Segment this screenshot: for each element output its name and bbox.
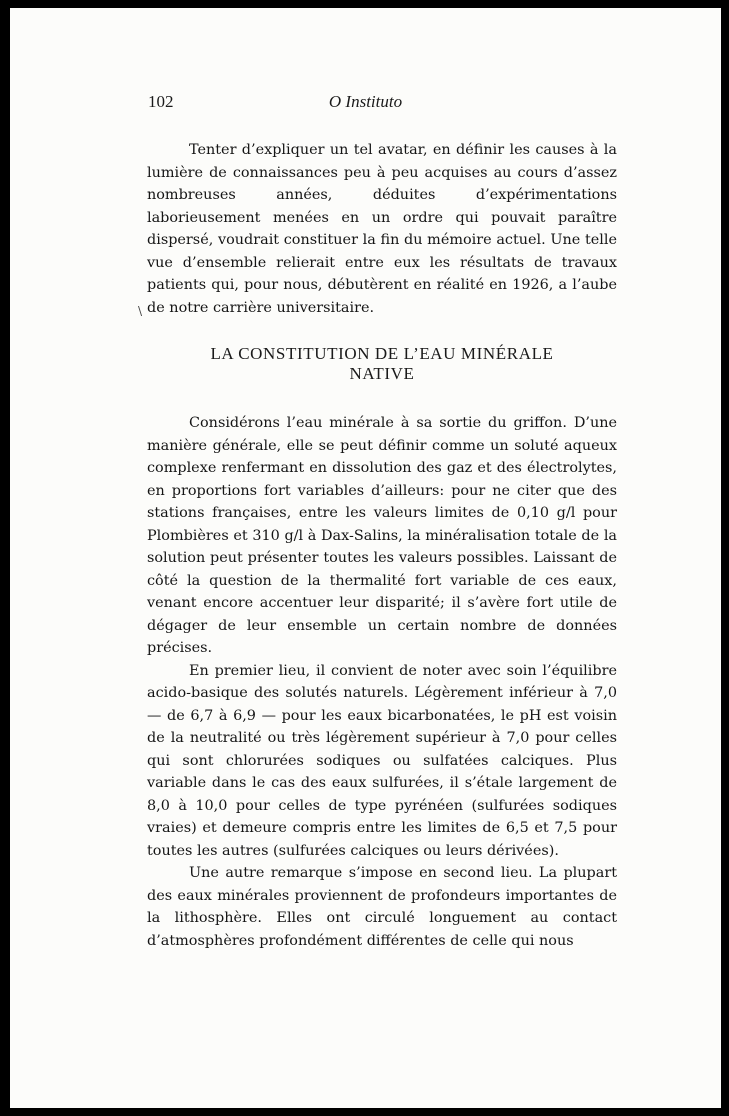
section-paragraph-2: En premier lieu, il convient de noter avec soin l’équilibre acido-basique des solutés naturels. Légèrement inférieur à 7,0 — de 6,7 à 6,9 — pour les eaux bicarbonatées, le pH est voisin de la neutralité ou très légèrement supérieur à 7,0 pour celles qui sont chlorurées sodiques ou sulfatées calciques. Plus variable dans le cas des eaux sulfurées, il s’étale largement de 8,0 à 10,0 pour celles de type pyrénéen (sulfurées sodiques vraies) et demeure compris entre les limites de 6,5 et 7,5 pour toutes les autres (sulfurées calciques ou leurs dérivées).	[147, 662, 617, 859]
body-text	[147, 139, 617, 952]
intro-paragraph: Tenter d’expliquer un tel avatar, en définir les causes à la lumière de connaissances peu à peu acquises au cours d’assez nombreuses années, déduites d’expérimentations laborieusement menées en un ordre qui pouvait paraître dispersé, voudrait constituer la fin du mémoire actuel. Une telle vue d’ensemble relierait entre eux les résultats de travaux patients qui, pour nous, débutèrent en réalité en 1926, a l’aube de notre carrière universitaire.	[147, 142, 617, 316]
section-paragraph-1: Considérons l’eau minérale à sa sortie du griffon. D’une manière générale, elle se peut définir comme un soluté aqueux complexe renfermant en dissolution des gaz et des électrolytes, en proportions fort variables d’ailleurs: pour ne citer que des stations françaises, entre les valeurs limites de 0,10 g/l pour Plombières et 310 g/l à Dax-Salins, la minéralisation totale de la solution peut présenter toutes les valeurs possibles. Laissant de côté la question de la thermalité fort variable de ces eaux, venant encore accentuer leur disparité; il s’avère fort utile de dégager de leur ensemble un certain nombre de données précises.	[147, 415, 617, 656]
section-heading	[147, 344, 617, 384]
section-heading-line-2: NATIVE	[349, 364, 415, 383]
margin-mark: \	[138, 304, 143, 318]
page-header	[10, 92, 721, 116]
section-paragraph-3: Une autre remarque s’impose en second lieu. La plupart des eaux minérales proviennent de profondeurs importantes de la lithosphère. Elles ont circulé longuement au contact d’atmosphères profondément différentes de celle qui nous	[147, 865, 617, 949]
document-page	[10, 8, 721, 1108]
page-number: 102	[148, 92, 174, 111]
running-title: O Instituto	[328, 92, 403, 111]
section-heading-line-1: LA CONSTITUTION DE L’EAU MINÉRALE	[210, 344, 554, 363]
